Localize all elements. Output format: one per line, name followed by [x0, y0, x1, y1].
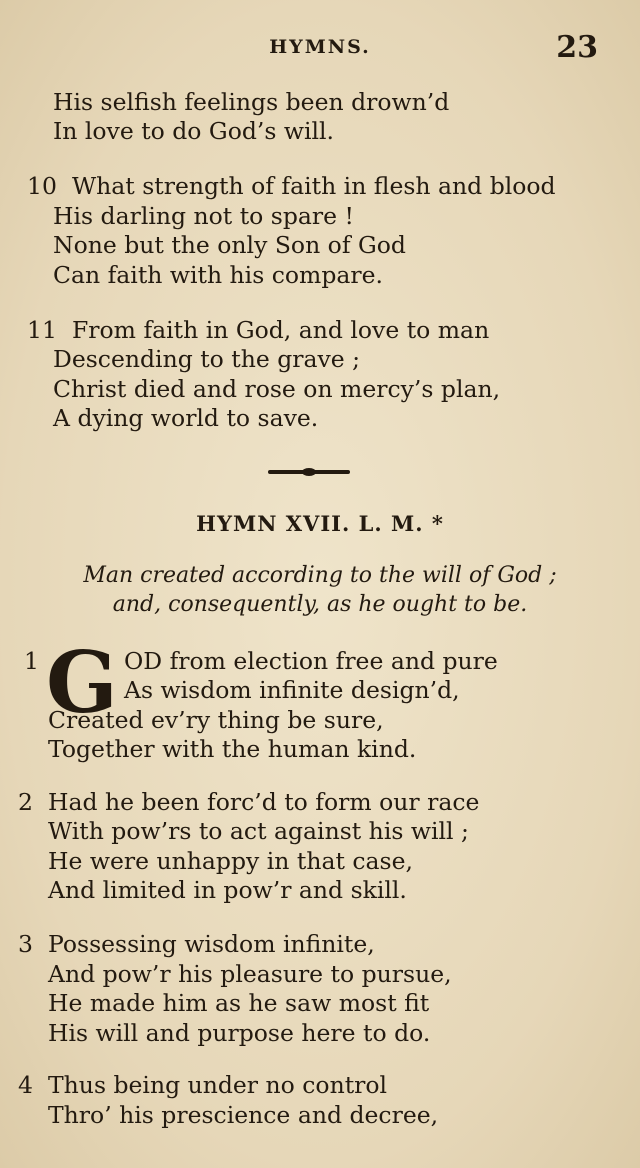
stanza-number: 10 — [27, 172, 57, 200]
stanza-number: 1 — [24, 647, 39, 675]
verse-line: OD from election free and pure — [124, 647, 498, 675]
verse-line: None but the only Son of God — [53, 231, 406, 259]
stanza-number: 11 — [27, 316, 57, 344]
stanza-number: 4 — [18, 1071, 33, 1099]
page-header — [0, 30, 640, 66]
verse-line: His selfish feelings been drown’d — [53, 88, 450, 116]
verse-line: Can faith with his compare. — [53, 261, 383, 289]
verse-line: Descending to the grave ; — [53, 345, 361, 373]
page-number: 23 — [556, 30, 598, 65]
verse-line: A dying world to save. — [53, 404, 319, 432]
stanza-number: 2 — [18, 788, 33, 816]
hymn-title: HYMN XVII. L. M. * — [196, 511, 444, 536]
stanza-number: 3 — [18, 930, 33, 958]
verse-line: What strength of faith in flesh and blood — [72, 172, 556, 200]
drop-cap: G — [46, 633, 118, 732]
verse-line: He were unhappy in that case, — [48, 847, 413, 875]
verse-line: As wisdom infinite design’d, — [124, 676, 460, 704]
hymn-subtitle: Man created according to the will of God ; — [83, 563, 557, 588]
verse-line: Together with the human kind. — [48, 735, 417, 763]
verse-line: And limited in pow’r and skill. — [48, 876, 407, 904]
verse-line: Thus being under no control — [48, 1071, 388, 1099]
verse-line: His will and purpose here to do. — [48, 1019, 431, 1047]
verse-line: He made him as he saw most fit — [48, 989, 430, 1017]
verse-line: Possessing wisdom infinite, — [48, 930, 375, 958]
verse-line: With pow’rs to act against his will ; — [48, 817, 469, 845]
verse-line: Created ev’ry thing be sure, — [48, 706, 384, 734]
hymn-subtitle: and, consequently, as he ought to be. — [112, 592, 528, 617]
verse-line: Christ died and rose on mercy’s plan, — [53, 375, 501, 403]
verse-line: And pow’r his pleasure to pursue, — [48, 960, 452, 988]
verse-line: Thro’ his prescience and decree, — [48, 1101, 439, 1129]
running-head: HYMNS. — [269, 36, 371, 58]
verse-line: From faith in God, and love to man — [72, 316, 490, 344]
verse-line: In love to do God’s will. — [53, 117, 335, 145]
verse-line: Had he been forc’d to form our race — [48, 788, 480, 816]
section-divider — [268, 470, 350, 474]
verse-line: His darling not to spare ! — [53, 202, 354, 230]
